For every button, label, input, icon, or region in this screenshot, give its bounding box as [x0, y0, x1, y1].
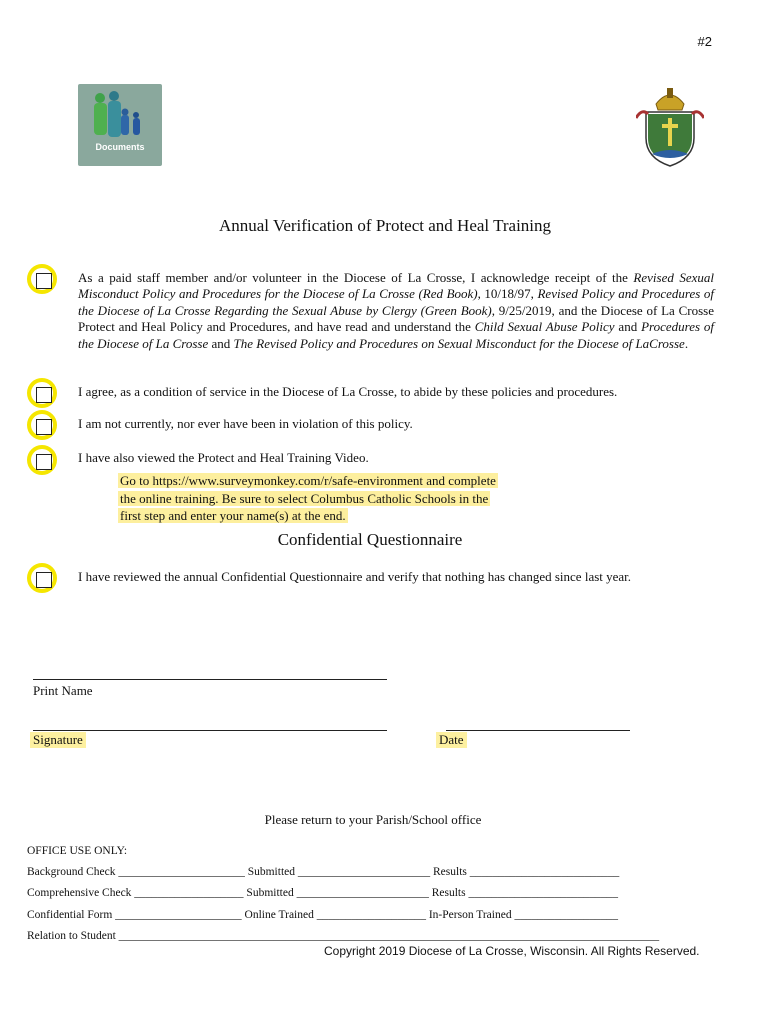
office-row-comprehensive: Comprehensive Check ___________________ Submitted _______________________ Results __________________________: [27, 887, 618, 899]
logo-label: Documents: [95, 142, 145, 152]
note-line: first step and enter your name(s) at the end.: [120, 508, 346, 523]
signature-line[interactable]: [33, 730, 387, 731]
video-statement: I have also viewed the Protect and Heal Training Video.: [78, 450, 369, 465]
questionnaire-title: Confidential Questionnaire: [277, 530, 463, 549]
return-instruction: Please return to your Parish/School office: [264, 812, 482, 827]
training-instructions: [118, 472, 498, 525]
page-title: Annual Verification of Protect and Heal Training: [218, 216, 552, 235]
documents-logo: [78, 84, 162, 166]
no-violation-statement: I am not currently, nor ever have been in violation of this policy.: [78, 416, 413, 431]
agree-statement: I agree, as a condition of service in the Diocese of La Crosse, to abide by these policies and procedures.: [78, 384, 618, 399]
print-name-label: Print Name: [33, 683, 93, 698]
date-label: Date: [436, 732, 467, 748]
office-row-relation: Relation to Student ______________________________________________________________________________________________: [27, 930, 660, 942]
office-use-heading: OFFICE USE ONLY:: [27, 845, 128, 857]
office-row-confidential: Confidential Form ______________________ Online Trained ___________________ In-Person Trained __________________: [27, 909, 618, 921]
questionnaire-statement: I have reviewed the annual Confidential Questionnaire and verify that nothing has changed since last year.: [78, 569, 632, 584]
date-line[interactable]: [446, 730, 630, 731]
page-number: #2: [697, 34, 712, 49]
questionnaire-checkbox[interactable]: [27, 563, 57, 593]
acknowledgement-paragraph: As a paid staff member and/or volunteer in the Diocese of La Crosse, I acknowledge receipt of the Revised Sexual Misconduct Policy and Procedures for the Diocese of La Crosse (Red Book), 10/18/97, Revised Policy and Procedures of the Diocese of La Crosse Regarding the Sexual Abuse by Clergy (Green Book), 9/25/2019, and the Diocese of La Crosse Protect and Heal Policy and Procedures, and have read and understand the Child Sexual Abuse Policy and Procedures of the Diocese of La Crosse and The Revised Policy and Procedures on Sexual Misconduct for the Diocese of LaCrosse.: [78, 270, 714, 351]
no-violation-checkbox[interactable]: [27, 410, 57, 440]
acknowledge-checkbox[interactable]: [27, 264, 57, 294]
office-row-background: Background Check ______________________ Submitted _______________________ Results __________________________: [27, 866, 620, 878]
note-line: Go to https://www.surveymonkey.com/r/safe-environment and complete: [120, 473, 496, 488]
agree-checkbox[interactable]: [27, 378, 57, 408]
diocese-seal: [636, 84, 704, 168]
signature-label: Signature: [30, 732, 86, 748]
print-name-line[interactable]: [33, 679, 387, 680]
family-icon: [78, 84, 162, 166]
video-checkbox[interactable]: [27, 445, 57, 475]
note-line: the online training. Be sure to select Columbus Catholic Schools in the: [120, 490, 489, 506]
copyright-notice: Copyright 2019 Diocese of La Crosse, Wisconsin. All Rights Reserved.: [324, 944, 700, 958]
